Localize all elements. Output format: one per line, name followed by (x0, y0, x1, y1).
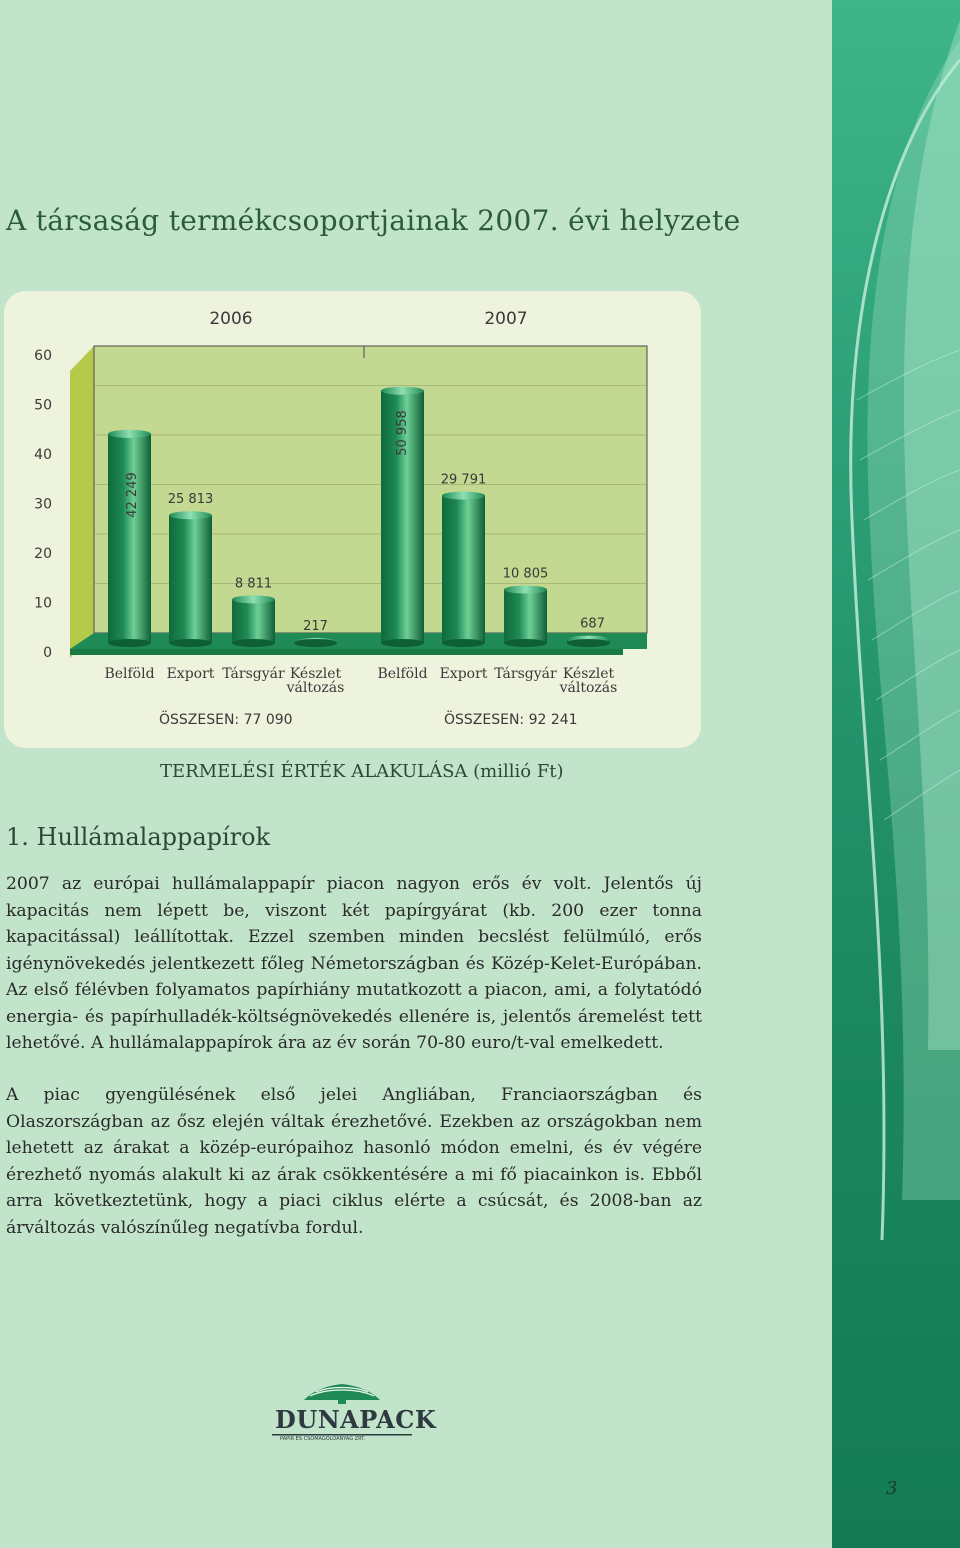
logo-subtitle: PAPÍR ÉS CSOMAGOLÓANYAG ZRT. (280, 1436, 366, 1442)
page-number: 3 (886, 1478, 898, 1499)
paragraph: A piac gyengülésének első jelei Angliában, Franciaországban és Olaszországban az ősz elején váltak érezhetővé. Ezekben az országokban nem lehetett az árakat a közép-európaihoz hasonló módon emelni, és év végére érezhető nyomás alakult ki az árak csökkentésére a mi fő piacainkon is. Ebből arra következtetünk, hogy a piaci ciklus elérte a csúcsát, és 2008-ban az árváltozás valószínűleg negatívba fordul. (6, 1085, 702, 1238)
bar-base (169, 639, 212, 647)
category-label: Készlet (289, 666, 342, 682)
data-label: 50 958 (395, 410, 410, 456)
bar-base (294, 639, 337, 647)
chart-caption: TERMELÉSI ÉRTÉK ALAKULÁSA (millió Ft) (160, 761, 564, 782)
bar (232, 599, 275, 643)
bar-base (504, 639, 547, 647)
category-label: Társgyár (494, 666, 557, 682)
bar-cap (108, 430, 151, 438)
group-year-label: 2006 (209, 309, 253, 329)
bar-base (232, 639, 275, 647)
y-tick-label: 10 (34, 595, 52, 612)
bar-base (108, 639, 151, 647)
bar-cap (504, 586, 547, 594)
data-label: 42 249 (125, 472, 140, 518)
side-decoration-panel (832, 0, 960, 1548)
dunapack-logo (272, 1382, 437, 1448)
category-label: Export (166, 666, 215, 682)
category-label: változás (286, 680, 345, 696)
paragraph: 2007 az európai hullámalappapír piacon nagyon erős év volt. Jelentős új kapacitás nem lépett be, viszont két papírgyárat (kb. 200 ezer tonna kapacitással) leállítottak. Ezzel szemben minden becslést felülmúló, erős igénynövekedés jelentkezett főleg Németországban és Közép-Kelet-Európában. Az első félévben folyamatos papírhiány mutatkozott a piacon, ami, a folytatódó energia- és papírhulladék-költségnövekedés ellenére is, jelentős áremelést tett lehetővé. A hullámalappapírok ára az év során 70-80 euro/t-val emelkedett. (6, 874, 702, 1053)
bar-cap (232, 595, 275, 603)
bar (504, 590, 547, 643)
y-tick-label: 30 (34, 496, 52, 513)
bar-cap (381, 387, 424, 395)
category-label: Export (439, 666, 488, 682)
bar-base (442, 639, 485, 647)
group-total-label: ÖSSZESEN: 77 090 (159, 712, 293, 728)
bar-base (567, 639, 610, 647)
chart-floor-edge (70, 649, 623, 655)
y-tick-label: 60 (34, 348, 52, 364)
y-tick-label: 50 (34, 397, 52, 414)
category-label: Készlet (562, 666, 615, 682)
chart-floor (70, 633, 647, 649)
bar (442, 496, 485, 643)
category-label: változás (559, 680, 618, 696)
y-tick-label: 20 (34, 546, 52, 562)
data-label: 29 791 (440, 472, 487, 488)
bar-base (381, 639, 424, 647)
category-label: Belföld (104, 666, 155, 682)
feather-icon (832, 0, 960, 1548)
bar (108, 434, 151, 643)
logo-wordmark: DUNAPACK (275, 1405, 437, 1434)
chart-side-wall (70, 346, 94, 658)
category-label: Társgyár (222, 666, 285, 682)
data-label: 10 805 (502, 566, 549, 582)
bar (169, 515, 212, 643)
bar-chart (4, 291, 701, 748)
data-label: 687 (580, 616, 605, 632)
data-label: 8 811 (234, 576, 273, 592)
production-value-chart (4, 291, 701, 748)
bar-cap (169, 511, 212, 519)
y-tick-label: 0 (43, 645, 52, 661)
data-label: 217 (303, 618, 328, 634)
group-year-label: 2007 (484, 309, 528, 329)
section-heading: 1. Hullámalappapírok (6, 823, 271, 851)
data-label: 25 813 (167, 492, 214, 508)
bar-cap (442, 492, 485, 500)
category-label: Belföld (377, 666, 428, 682)
page-title: A társaság termékcsoportjainak 2007. évi helyzete (6, 204, 741, 237)
group-total-label: ÖSSZESEN: 92 241 (444, 712, 578, 728)
y-tick-label: 40 (34, 447, 52, 463)
